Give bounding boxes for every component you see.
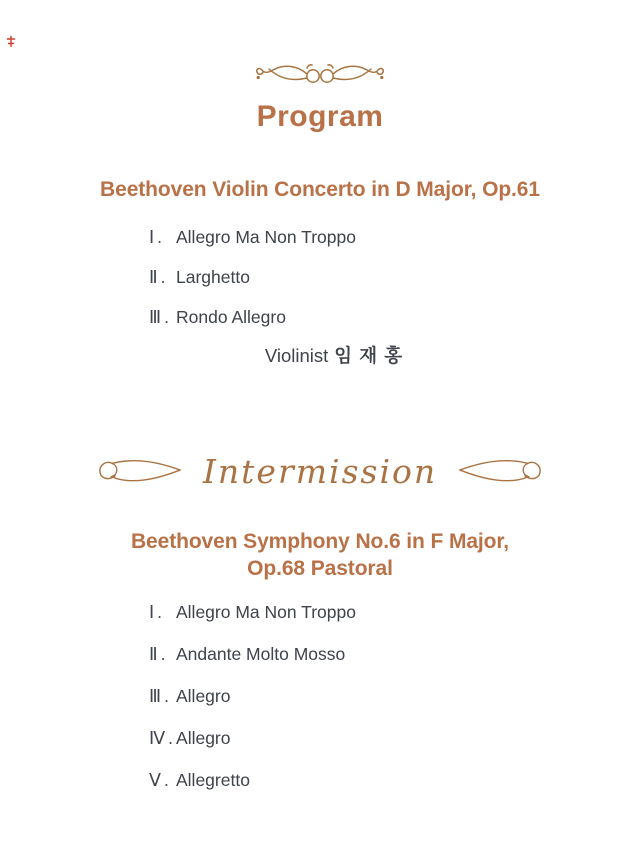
piece2-heading — [0, 528, 640, 582]
performer-role: Violinist — [264, 345, 329, 366]
piece1-heading: Beethoven Violin Concerto in D Major, Op.61 — [100, 178, 540, 201]
piece1-movement-list — [149, 226, 356, 346]
movement-numeral: Ⅲ. — [149, 307, 172, 327]
performer-line — [0, 344, 640, 368]
movement-item — [149, 306, 356, 329]
movement-item — [149, 266, 356, 289]
movement-name: Allegro Ma Non Troppo — [176, 602, 356, 622]
piece2-heading-line2: Op.68 Pastoral — [247, 557, 393, 580]
movement-name: Allegro Ma Non Troppo — [176, 227, 356, 247]
movement-item — [149, 727, 356, 750]
corner-mark-icon — [6, 35, 16, 48]
performer-name: 임 재 홍 — [334, 345, 404, 366]
piece2-movement-list — [149, 601, 356, 811]
movement-item — [149, 769, 356, 792]
piece2-heading-line1: Beethoven Symphony No.6 in F Major, — [130, 530, 510, 553]
movement-name: Larghetto — [176, 267, 250, 287]
movement-numeral: Ⅴ. — [149, 770, 172, 790]
movement-numeral: Ⅲ. — [149, 686, 172, 706]
movement-name: Allegro — [176, 728, 231, 748]
movement-item — [149, 226, 356, 249]
page-title: Program — [256, 100, 384, 133]
movement-numeral: Ⅱ. — [149, 644, 169, 664]
movement-name: Allegro — [176, 686, 231, 706]
movement-item — [149, 601, 356, 624]
movement-item — [149, 685, 356, 708]
intermission-banner — [0, 444, 640, 498]
movement-name: Rondo Allegro — [176, 307, 286, 327]
movement-numeral: Ⅳ. — [149, 728, 177, 748]
intermission-flourish-right-icon — [457, 450, 545, 492]
movement-name: Allegretto — [176, 770, 250, 790]
movement-name: Andante Molto Mosso — [176, 644, 346, 664]
movement-numeral: Ⅰ. — [149, 602, 166, 622]
movement-item — [149, 643, 356, 666]
movement-numeral: Ⅱ. — [149, 267, 169, 287]
movement-numeral: Ⅰ. — [149, 227, 166, 247]
intermission-flourish-left-icon — [95, 450, 183, 492]
intermission-label: Intermission — [202, 451, 438, 491]
flourish-top-icon — [255, 61, 385, 87]
